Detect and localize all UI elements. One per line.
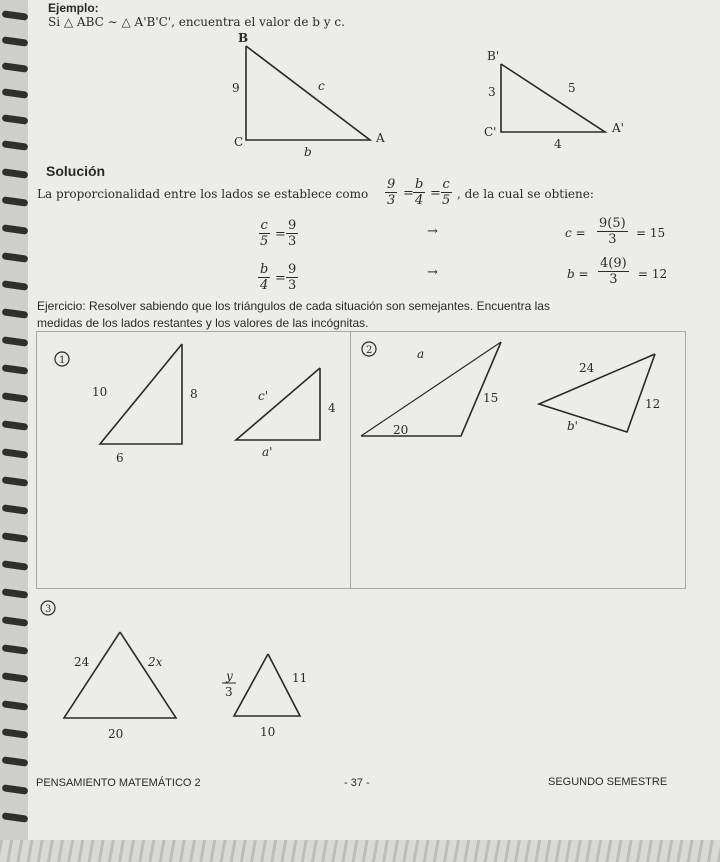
example-prompt: Si △ ABC ∼ △ A'B'C', encuentra el valor de b y c. bbox=[48, 15, 345, 29]
problem-3-figure bbox=[36, 596, 336, 746]
problem-1-number: 1 bbox=[59, 355, 66, 366]
p2-t2-side-right: 12 bbox=[645, 397, 661, 411]
p3-t2-frac-den: 3 bbox=[225, 685, 233, 699]
row1-result-num: 9(5) bbox=[599, 216, 626, 231]
binding-ring bbox=[2, 114, 29, 125]
binding-ring bbox=[2, 392, 29, 403]
row1-right-num: 9 bbox=[288, 218, 297, 233]
binding-ring bbox=[2, 644, 29, 655]
exercise-text-line1: Ejercicio: Resolver sabiendo que los triángulos de cada situación son semejantes. Encuentra las bbox=[37, 299, 550, 313]
side-4-label: 4 bbox=[554, 137, 562, 151]
problem-2-triangle-2 bbox=[539, 354, 655, 432]
binding-ring bbox=[2, 448, 29, 459]
row1-result-var: c = bbox=[565, 226, 586, 240]
p3-t2-frac-num: y bbox=[226, 669, 233, 683]
side-3-label: 3 bbox=[488, 85, 496, 99]
example-triangles bbox=[220, 28, 640, 160]
problem-3-number: 3 bbox=[45, 604, 52, 615]
binding-ring bbox=[2, 140, 29, 151]
spiral-binding bbox=[0, 0, 28, 840]
side-b-label: b bbox=[304, 145, 312, 159]
p3-t2-side-bottom: 10 bbox=[260, 725, 276, 739]
solution-outro: , de la cual se obtiene: bbox=[457, 187, 594, 201]
binding-ring bbox=[2, 252, 29, 263]
binding-ring bbox=[2, 62, 29, 73]
binding-ring bbox=[2, 672, 29, 683]
vertex-c-prime: C' bbox=[484, 125, 497, 139]
problem-1-triangle-2 bbox=[236, 368, 320, 440]
binding-ring bbox=[2, 756, 29, 767]
binding-ring bbox=[2, 812, 29, 823]
row1-eq: = bbox=[275, 227, 286, 242]
p1-t1-side-right: 8 bbox=[190, 387, 198, 401]
row1-left-den: 5 bbox=[260, 234, 269, 249]
triangle-abc bbox=[232, 31, 385, 159]
p2-t2-side-b: b' bbox=[567, 419, 578, 433]
row2-result-value: = 12 bbox=[638, 267, 668, 281]
binding-ring bbox=[2, 224, 29, 235]
p3-t1-side-left: 24 bbox=[74, 655, 90, 669]
p1-t1-side-bottom: 6 bbox=[116, 451, 124, 465]
triangle-prime bbox=[484, 49, 624, 151]
frame-bottom-line bbox=[36, 588, 686, 589]
row2-eq: = bbox=[275, 271, 286, 286]
row1-right-den: 3 bbox=[288, 234, 297, 249]
p3-t1-side-bottom: 20 bbox=[108, 727, 124, 741]
p1-t1-side-left: 10 bbox=[92, 385, 108, 399]
binding-ring bbox=[2, 476, 29, 487]
row2-right-den: 3 bbox=[288, 278, 297, 293]
exercise-text-line2: medidas de los lados restantes y los valores de las incógnitas. bbox=[37, 316, 369, 330]
vertex-a-prime: A' bbox=[612, 121, 624, 135]
ratio-den-3: 5 bbox=[442, 193, 451, 208]
row2-result-var: b = bbox=[567, 267, 589, 281]
footer-semester: SEGUNDO SEMESTRE bbox=[548, 776, 668, 788]
problem-3-triangle-1 bbox=[64, 632, 176, 718]
binding-ring bbox=[2, 532, 29, 543]
binding-ring bbox=[2, 616, 29, 627]
row2-result-num: 4(9) bbox=[600, 256, 627, 271]
row1-result-den: 3 bbox=[608, 232, 617, 247]
problem-2-figure bbox=[351, 332, 685, 452]
p1-t2-side-a: a' bbox=[262, 445, 273, 459]
ratio-eq-1: = bbox=[403, 186, 414, 201]
row1-right-fraction bbox=[286, 219, 298, 248]
row1-result-value: = 15 bbox=[636, 226, 666, 240]
binding-ring bbox=[2, 88, 29, 99]
binding-ring bbox=[2, 308, 29, 319]
binding-ring bbox=[2, 588, 29, 599]
p3-t1-side-right: 2x bbox=[148, 655, 163, 669]
footer-page-number: - 37 - bbox=[344, 777, 370, 789]
row1-arrow: → bbox=[427, 224, 438, 239]
solution-intro: La proporcionalidad entre los lados se establece como bbox=[37, 187, 369, 201]
p2-t1-side-top: a bbox=[417, 347, 425, 361]
binding-ring bbox=[2, 196, 29, 207]
p1-t2-side-right: 4 bbox=[328, 401, 336, 415]
binding-ring bbox=[2, 420, 29, 431]
side-9-label: 9 bbox=[232, 81, 240, 95]
ratio-9-3 bbox=[385, 178, 397, 207]
p2-t1-side-bottom: 20 bbox=[393, 423, 409, 437]
binding-ring bbox=[2, 728, 29, 739]
binding-ring bbox=[2, 364, 29, 375]
row1-left-fraction bbox=[258, 219, 270, 248]
problem-3-triangle-2 bbox=[234, 654, 300, 716]
binding-ring bbox=[2, 10, 29, 21]
problem-1-triangle-1 bbox=[100, 344, 182, 444]
p2-t1-side-right: 15 bbox=[483, 391, 499, 405]
row1-result-fraction bbox=[597, 217, 628, 246]
row1-left-num: c bbox=[260, 218, 268, 233]
vertex-b: B bbox=[238, 31, 249, 45]
p3-t2-side-right: 11 bbox=[292, 671, 308, 685]
problem-1-figure bbox=[36, 332, 350, 472]
footer-course: PENSAMIENTO MATEMÁTICO 2 bbox=[36, 777, 201, 789]
ratio-den-2: 4 bbox=[415, 193, 424, 208]
row2-left-den: 4 bbox=[260, 278, 269, 293]
solution-heading: Solución bbox=[46, 163, 106, 179]
binding-ring bbox=[2, 504, 29, 515]
binding-ring bbox=[2, 36, 29, 47]
row2-left-fraction bbox=[258, 263, 270, 292]
row2-left-num: b bbox=[260, 262, 269, 277]
binding-ring bbox=[2, 560, 29, 571]
row2-arrow: → bbox=[427, 265, 438, 280]
frame-right-line bbox=[685, 331, 686, 589]
binding-ring bbox=[2, 168, 29, 179]
vertex-b-prime: B' bbox=[487, 49, 500, 63]
ratio-b-4 bbox=[413, 178, 425, 207]
row2-result-fraction bbox=[598, 257, 629, 286]
side-c-label: c bbox=[318, 79, 325, 93]
row2-right-num: 9 bbox=[288, 262, 297, 277]
row2-right-fraction bbox=[286, 263, 298, 292]
page-edge bbox=[0, 840, 720, 862]
vertex-a: A bbox=[376, 131, 385, 145]
example-title: Ejemplo: bbox=[48, 1, 99, 15]
ratio-den-1: 3 bbox=[387, 193, 396, 208]
ratio-c-5 bbox=[440, 178, 452, 207]
row2-result-den: 3 bbox=[609, 272, 618, 287]
binding-ring bbox=[2, 280, 29, 291]
ratio-num-3: c bbox=[442, 177, 450, 192]
ratio-num-1: 9 bbox=[387, 177, 396, 192]
binding-ring bbox=[2, 700, 29, 711]
binding-ring bbox=[2, 784, 29, 795]
binding-ring bbox=[2, 336, 29, 347]
side-5-label: 5 bbox=[568, 81, 576, 95]
p1-t2-side-c: c' bbox=[258, 389, 269, 403]
p2-t2-side-top: 24 bbox=[579, 361, 595, 375]
ratio-eq-2: = bbox=[430, 186, 441, 201]
ratio-num-2: b bbox=[415, 177, 424, 192]
problem-2-number: 2 bbox=[366, 345, 373, 356]
vertex-c: C bbox=[234, 135, 244, 149]
